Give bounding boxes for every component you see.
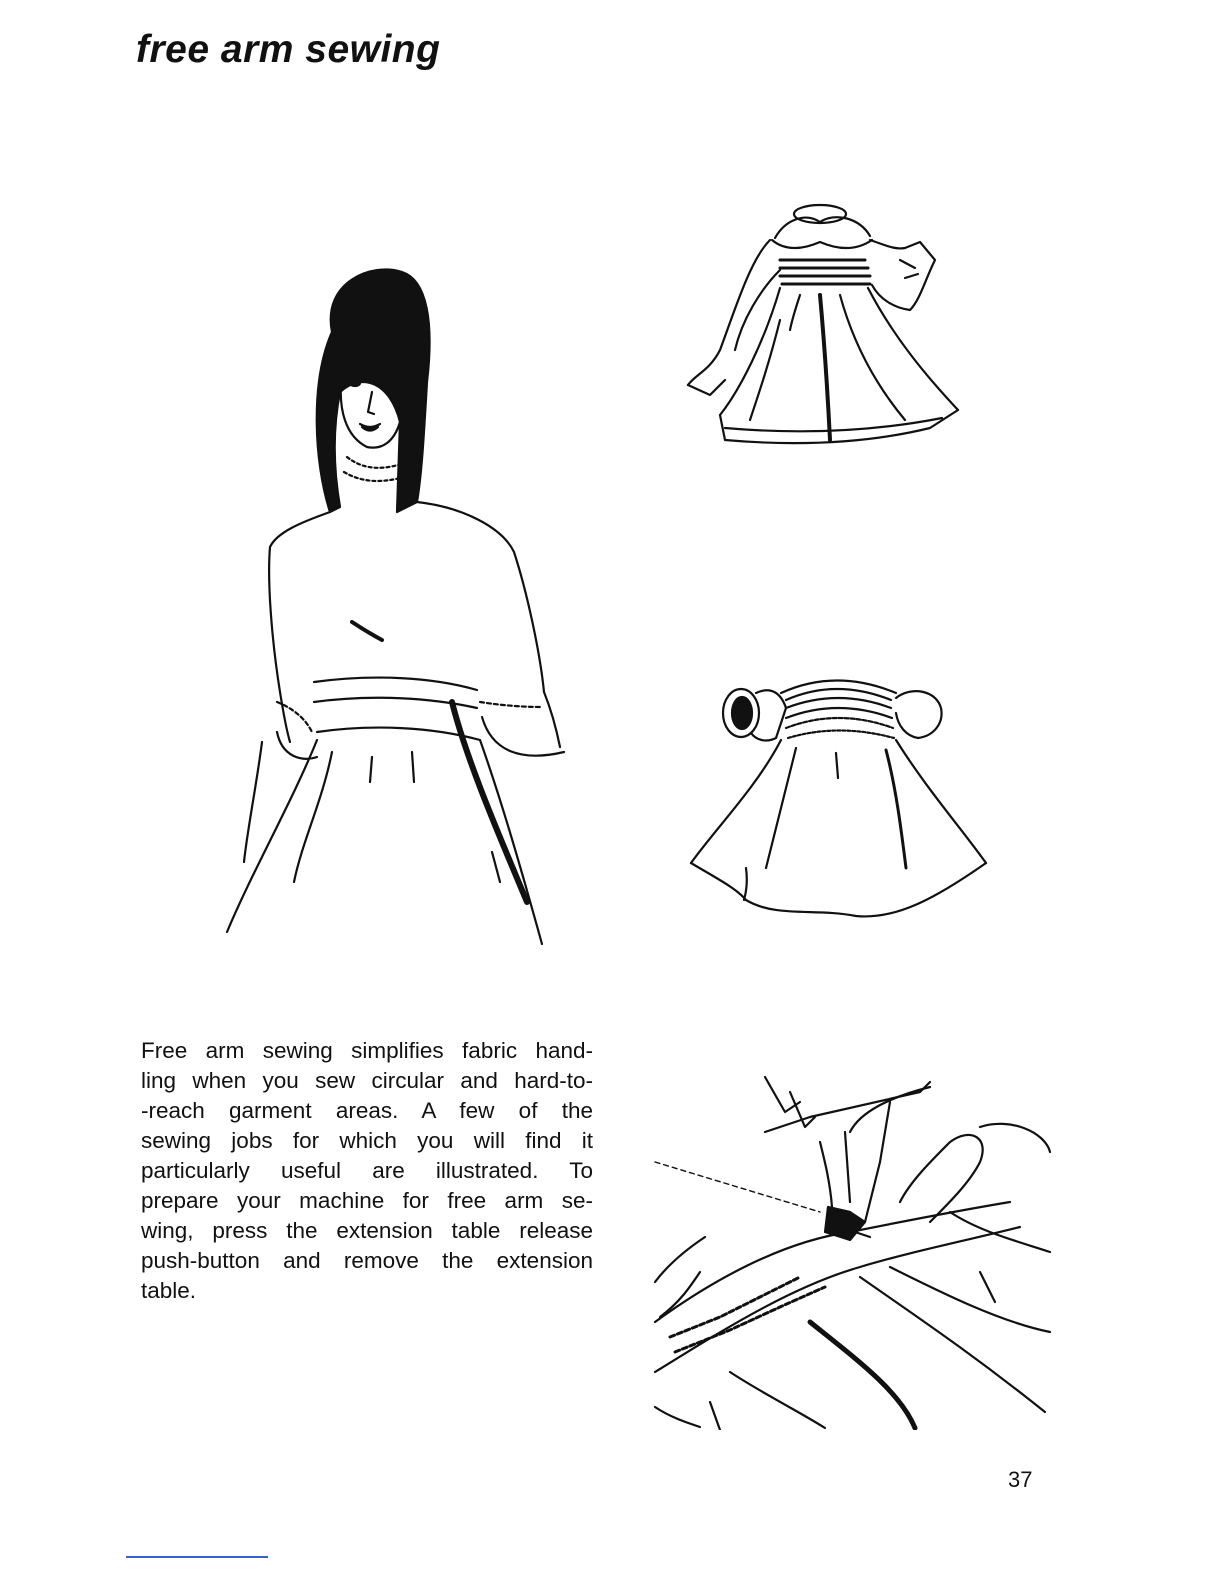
sewing-machine-free-arm-illustration (650, 1072, 1054, 1430)
body-line: wing, press the extension table release (141, 1218, 593, 1243)
child-dress-smocked-illustration (686, 668, 990, 920)
woman-in-dress-illustration (222, 262, 570, 952)
footer-divider (126, 1556, 268, 1558)
body-line: push-button and remove the extension (141, 1248, 593, 1273)
body-paragraph (141, 1036, 593, 1306)
body-line: prepare your machine for free arm se- (141, 1188, 593, 1213)
body-line: -reach garment areas. A few of the (141, 1098, 593, 1123)
child-dress-long-sleeve-illustration (680, 200, 970, 455)
body-line: particularly useful are illustrated. To (141, 1158, 593, 1183)
page-title: free arm sewing (136, 28, 441, 71)
body-line: sewing jobs for which you will find it (141, 1128, 593, 1153)
body-line: table. (141, 1278, 197, 1303)
body-line: ling when you sew circular and hard-to- (141, 1068, 593, 1093)
page-number: 37 (1008, 1467, 1033, 1492)
body-line: Free arm sewing simplifies fabric hand- (141, 1038, 593, 1063)
